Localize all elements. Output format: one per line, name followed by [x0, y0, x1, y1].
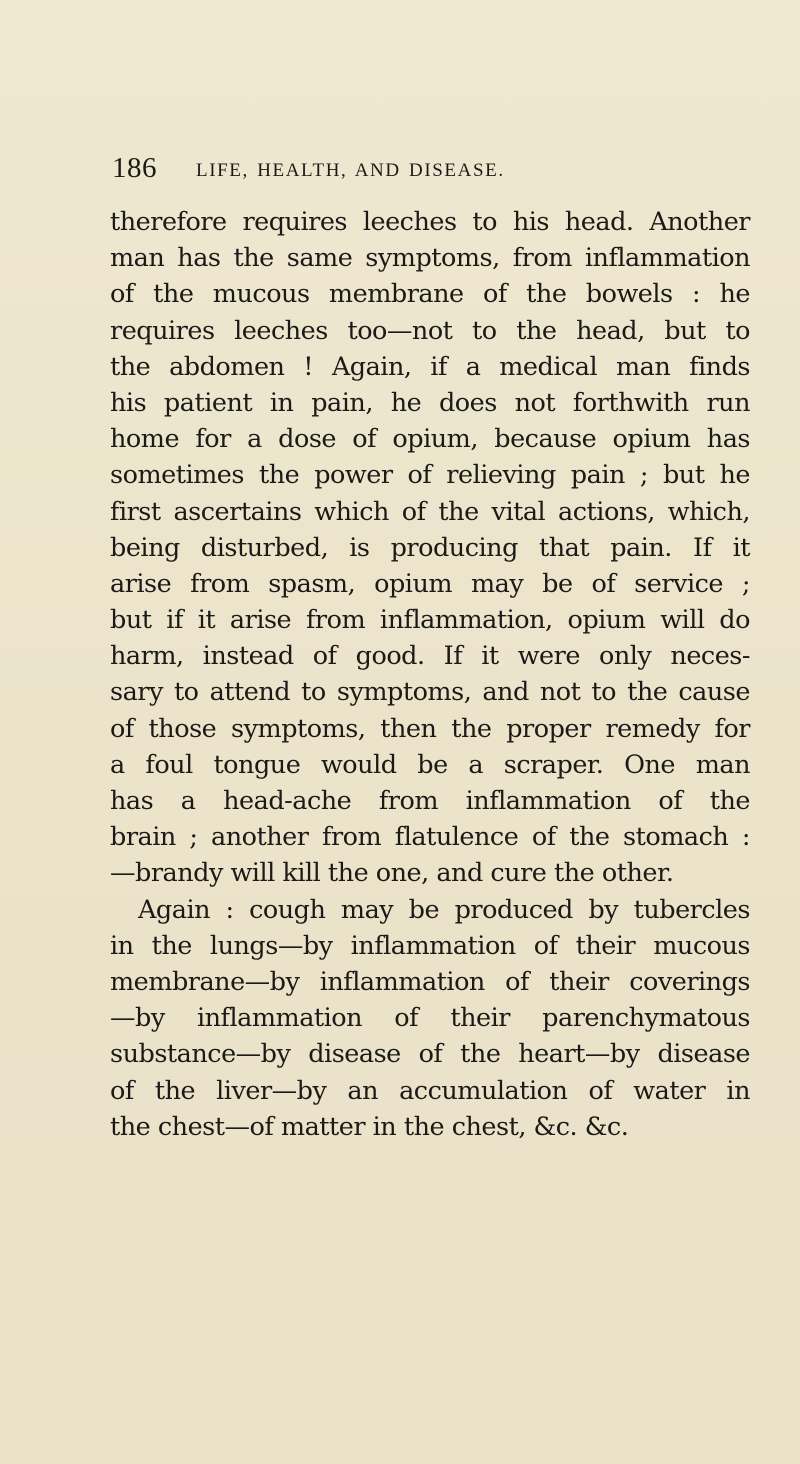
- text-line: has a head-ache from inflammation of the: [110, 786, 750, 816]
- text-line: in the lungs—by inflammation of their mucous: [110, 930, 750, 961]
- text-line: substance—by disease of the heart—by disease: [110, 1039, 750, 1070]
- page-number: 186: [112, 152, 157, 184]
- body-text: [110, 204, 750, 1145]
- text-line: of the mucous membrane of the bowels : he: [110, 279, 750, 310]
- text-line: requires leeches too—not to the head, but to: [110, 315, 750, 346]
- text-line: therefore requires leeches to his head. Another: [110, 207, 750, 237]
- text-line: but if it arise from inflammation, opium will do: [110, 605, 750, 636]
- text-line: a foul tongue would be a scraper. One man: [110, 749, 750, 780]
- text-line: of the liver—by an accumulation of water in: [110, 1075, 750, 1106]
- text-line: —brandy will kill the one, and cure the other.: [110, 858, 674, 889]
- text-line: —by inflammation of their parenchymatous: [110, 1003, 750, 1034]
- text-line: membrane—by inflammation of their coverings: [110, 966, 750, 997]
- text-line: the chest—of matter in the chest, &c. &c.: [110, 1111, 629, 1142]
- page-header: [112, 150, 752, 190]
- text-line: man has the same symptoms, from inflammation: [110, 243, 750, 274]
- text-line: home for a dose of opium, because opium has: [110, 424, 750, 455]
- text-line: his patient in pain, he does not forthwith run: [110, 387, 750, 418]
- text-line: sary to attend to symptoms, and not to the cause: [110, 677, 750, 708]
- running-head: LIFE, HEALTH, AND DISEASE.: [196, 160, 505, 181]
- text-line: Again : cough may be produced by tubercles: [138, 894, 750, 925]
- text-line: the abdomen ! Again, if a medical man finds: [110, 351, 750, 382]
- text-line: sometimes the power of relieving pain ; but he: [110, 460, 750, 491]
- text-line: harm, instead of good. If it were only neces-: [110, 641, 750, 672]
- text-line: arise from spasm, opium may be of service ;: [110, 568, 750, 599]
- text-line: first ascertains which of the vital actions, which,: [110, 496, 750, 527]
- text-line: of those symptoms, then the proper remedy for: [110, 713, 750, 744]
- text-line: being disturbed, is producing that pain. If it: [110, 532, 750, 563]
- text-line: brain ; another from flatulence of the stomach :: [110, 822, 750, 853]
